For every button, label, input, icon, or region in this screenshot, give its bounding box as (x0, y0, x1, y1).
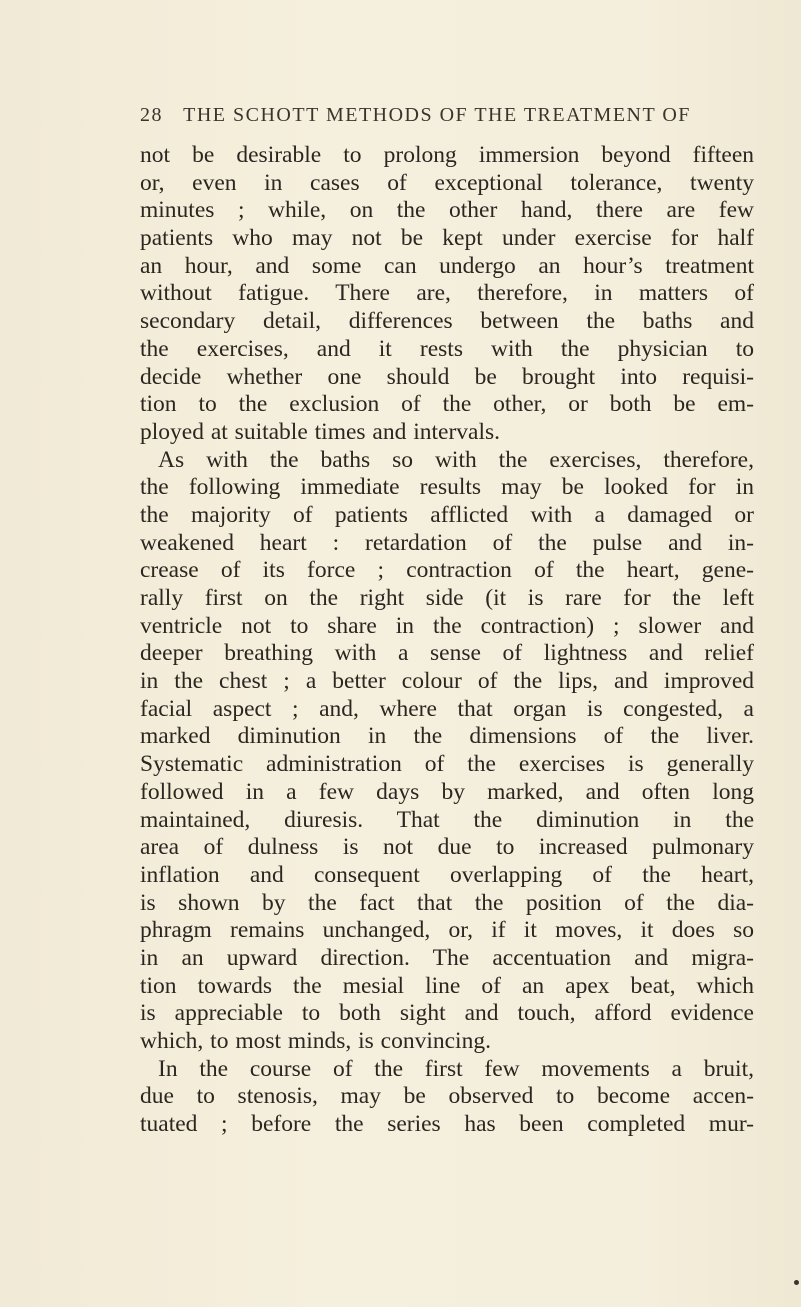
text-line: area of dulness is not due to increased pulmonary (140, 834, 754, 861)
page-edge-mark (794, 1280, 799, 1285)
text-line: secondary detail, differences between the baths and (140, 308, 754, 335)
text-line: marked diminution in the dimensions of the liver. (140, 723, 754, 750)
text-line: crease of its force ; contraction of the heart, gene- (140, 557, 754, 584)
text-line: weakened heart : retardation of the pulse and in- (140, 529, 754, 556)
text-line: inflation and consequent overlapping of the heart, (140, 861, 754, 888)
page-number: 28 (140, 104, 163, 126)
text-line: maintained, diuresis. That the diminution in the (140, 806, 754, 833)
text-line: decide whether one should be brought into requisi- (140, 363, 754, 390)
text-line: tion towards the mesial line of an apex beat, which (140, 972, 754, 999)
text-line: tuated ; before the series has been completed mur- (140, 1111, 754, 1138)
text-line: in an upward direction. The accentuation and migra- (140, 944, 754, 971)
text-line: ventricle not to share in the contraction) ; slower and (140, 612, 754, 639)
text-line: ployed at suitable times and intervals. (140, 418, 501, 445)
text-line: followed in a few days by marked, and often long (140, 778, 754, 805)
text-line: or, even in cases of exceptional tolerance, twenty (140, 169, 754, 196)
text-line: which, to most minds, is convincing. (140, 1028, 491, 1054)
text-line: minutes ; while, on the other hand, there are few (140, 197, 754, 224)
text-line: the following immediate results may be looked for in (140, 474, 754, 501)
text-line: is appreciable to both sight and touch, afford evidence (140, 1000, 754, 1027)
text-line: facial aspect ; and, where that organ is congested, a (140, 695, 754, 722)
text-line: due to stenosis, may be observed to become accen- (140, 1083, 754, 1110)
text-line: patients who may not be kept under exercise for half (140, 225, 754, 252)
text-line: in the chest ; a better colour of the lips, and improved (140, 668, 754, 695)
text-line: As with the baths so with the exercises, therefore, (158, 446, 754, 473)
text-line: In the course of the first few movements a bruit, (158, 1055, 754, 1082)
text-line: rally first on the right side (it is rare for the left (140, 585, 754, 611)
text-line: phragm remains unchanged, or, if it moves, it does so (140, 917, 754, 944)
text-line: not be desirable to prolong immersion beyond fifteen (140, 142, 754, 168)
text-line: without fatigue. There are, therefore, in matters of (140, 280, 754, 307)
text-line: deeper breathing with a sense of lightness and relief (140, 640, 754, 667)
text-line: an hour, and some can undergo an hour’s treatment (140, 252, 754, 279)
body-text (140, 142, 754, 1139)
text-line: is shown by the fact that the position of the dia- (140, 889, 754, 916)
text-line: the exercises, and it rests with the physician to (140, 335, 754, 362)
text-line: tion to the exclusion of the other, or both be em- (140, 391, 754, 418)
running-title: THE SCHOTT METHODS OF THE TREATMENT OF (183, 104, 691, 126)
text-line: the majority of patients afflicted with a damaged or (140, 501, 754, 528)
text-line: Systematic administration of the exercises is generally (140, 751, 754, 778)
running-header (140, 104, 691, 127)
